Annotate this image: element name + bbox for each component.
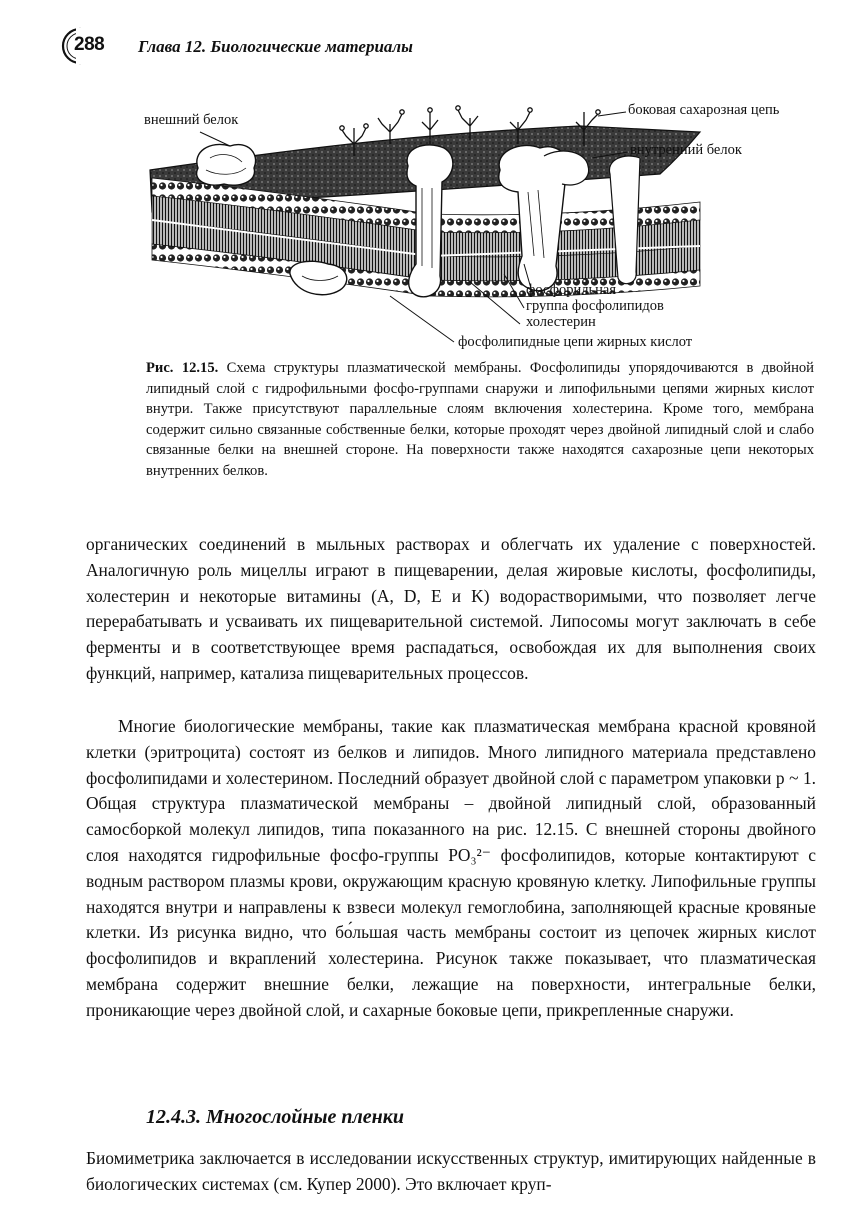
caption-label: Рис. 12.15. <box>146 360 219 376</box>
label-outer-protein: внешний белок <box>144 112 239 128</box>
page-header <box>52 26 812 66</box>
label-cholesterol: холестерин <box>526 314 596 330</box>
label-phosphoryl-group-1: фосфорильная <box>526 282 616 298</box>
label-phosphoryl-group-2: группа фосфолипидов <box>526 298 664 314</box>
bottom-protein-shape <box>290 261 347 295</box>
running-head: Глава 12. Биологические материалы <box>138 37 413 56</box>
label-side-sugar-chain: боковая сахарозная цепь <box>628 102 780 118</box>
membrane-diagram <box>140 96 830 358</box>
body-paragraph-3: Биомиметрика заключается в исследовании искусственных структур, имитирующих найденные в биологических системах (см. Купер 2000). Это включает круп- <box>86 1148 816 1194</box>
section-heading: 12.4.3. Многослойные пленки <box>146 1106 405 1128</box>
caption-text: Схема структуры плазматической мембраны. Фосфолипиды упорядочиваются в двойной липидный слой с гидрофильными фосфо-группами снаружи и липофильными цепями жирных кислот внутри. Также присутствуют параллельные слоям включения холестерина. Кроме того, мембрана содержит сильно связанные собственные белки, которые проходят через двойной липидный слой и слабо связанные белки на внешней стороне. На поверхности также находятся сахарозные цепи некоторых внутренних белков. <box>146 360 814 479</box>
figure-caption <box>146 358 814 482</box>
label-inner-protein: внутренний белок <box>630 142 742 158</box>
label-fatty-acid-chains: фосфолипидные цепи жирных кислот <box>458 334 693 350</box>
page-number: 288 <box>74 34 105 55</box>
body-paragraph-1: органических соединений в мыльных растворах и облегчать их удаление с поверхностей. Аналогичную роль мицеллы играют в пищеварении, делая жировые кислоты, фосфолипиды, холестерин и некоторые витамины (A, D, E и K) водорастворимыми, что позволяет легче перерабатывать и усваивать их пищеварительной системой. Липосомы могут заключать в себе ферменты и в соответствующее время распадаться, освобождая их для выполнения своих функций, например, катализа пищеварительных процессов. <box>86 534 816 683</box>
membrane-figure <box>140 96 830 358</box>
outer-protein-shape <box>197 144 256 185</box>
body-paragraph-2: Многие биологические мембраны, такие как плазматическая мембрана красной кровяной клетки (эритроцита) состоят из белков и липидов. Много липидного материала представлено фосфолипидами и холестерином. Последний образует двойной слой с параметром упаковки p ~ 1. Общая структура плазматической мембраны – двойной липидный слой, образованный самосборкой молекул липидов, типа показанного на рис. 12.15. С внешней стороны двойного слоя находятся гидрофильные фосфо-группы PO₃²⁻ фосфолипидов, которые контактируют с водным раствором плазмы крови, окружающим красную кровяную клетку. Липофильные группы находятся внутри и направлены к взвеси молекул гемоглобина, заполняющей красные кровяные клетки. Из рисунка видно, что бо́льшая часть мембраны состоит из цепочек жирных кислот фосфолипидов и вкраплений холестерина. Рисунок также показывает, что плазматическая мембрана содержит внешние белки, лежащие на поверхности, интегральные белки, проникающие через двойной слой, и сахарные боковые цепи, прикрепленные снаружи. <box>86 716 816 1020</box>
